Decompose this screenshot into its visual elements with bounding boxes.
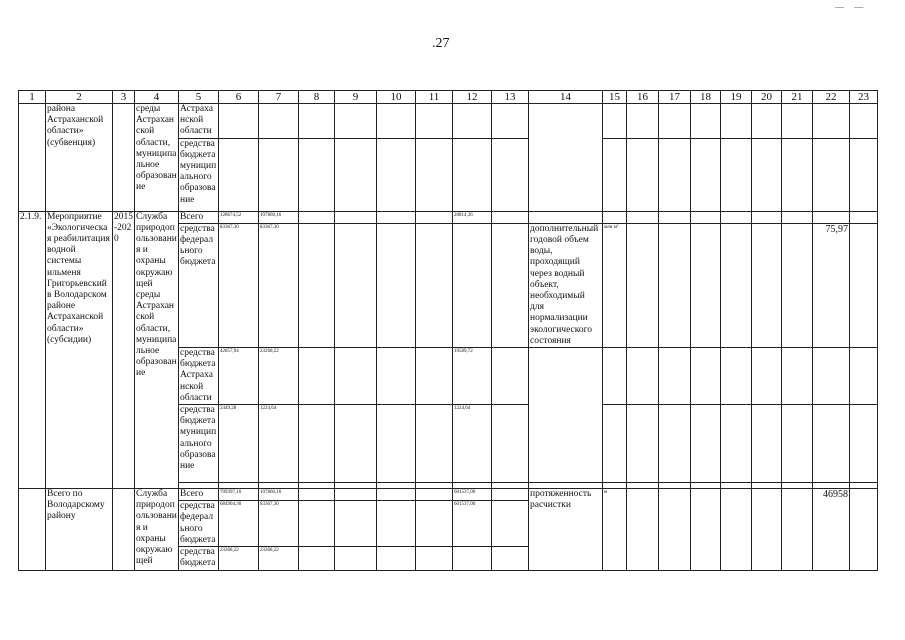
amount-cell: 128674,52 <box>219 211 259 223</box>
header-cell: 11 <box>416 91 453 104</box>
amount-cell <box>453 547 492 571</box>
item-name-cell: Мероприятие «Экологическая реабилитация водной системы ильменя Григорьевский в Володарском районе Астраханской области» (субсидии) <box>46 211 113 488</box>
table-row <box>19 489 878 501</box>
header-cell: 22 <box>813 91 850 104</box>
amount-cell: 1224,64 <box>453 405 492 483</box>
cont-years-cell <box>113 104 135 212</box>
item-number-cell: 2.1.9. <box>19 211 46 488</box>
total-years-cell <box>113 489 135 571</box>
total-unit-cell: м <box>603 489 627 571</box>
amount-cell: 107860,16 <box>259 211 299 223</box>
header-cell: 15 <box>603 91 627 104</box>
header-cell: 16 <box>627 91 659 104</box>
header-cell: 9 <box>335 91 377 104</box>
amount-cell: 83367,30 <box>219 223 259 347</box>
cont-indicator-cell <box>529 104 603 212</box>
header-cell: 14 <box>529 91 603 104</box>
header-cell: 4 <box>135 91 179 104</box>
header-cell: 5 <box>179 91 219 104</box>
scan-mark: — — <box>835 2 868 12</box>
total-name-cell: Всего по Володарскому району <box>46 489 113 571</box>
amount-cell: 23268,22 <box>219 547 259 571</box>
source-cell: средства бюджета муниципального образование <box>179 138 219 211</box>
header-cell: 18 <box>691 91 721 104</box>
cont-name-cell: района Астраханской области» (субвенция) <box>46 104 113 212</box>
amount-cell: 83367,30 <box>259 223 299 347</box>
source-cell: Всего <box>179 489 219 501</box>
amount-cell: 601537,00 <box>453 501 492 547</box>
header-cell: 1 <box>19 91 46 104</box>
cont-num-cell <box>19 104 46 212</box>
item-years-cell: 2015-2020 <box>113 211 135 488</box>
amount-cell: 20814,36 <box>453 211 492 223</box>
header-cell: 13 <box>492 91 529 104</box>
header-cell: 20 <box>752 91 782 104</box>
source-cell: Всего <box>179 211 219 223</box>
amount-cell: 19589,72 <box>453 348 492 405</box>
table-row <box>19 104 878 139</box>
amount-cell: 709397,16 <box>219 489 259 501</box>
header-cell: 12 <box>453 91 492 104</box>
header-cell: 19 <box>721 91 752 104</box>
target-cell: 75,97 <box>813 223 850 347</box>
source-cell: Астраханской области <box>179 104 219 139</box>
header-cell: 23 <box>850 91 878 104</box>
item-executor-cell: Служба природопользования и охраны окружающей среды Астраханской области, муниципальное образование <box>135 211 179 488</box>
unit-cell: млн м³ <box>603 223 627 347</box>
amount-cell: 1224,64 <box>259 405 299 483</box>
source-cell: средства бюджета Астраханской области <box>179 348 219 405</box>
source-cell: средства бюджета муниципального образование <box>179 405 219 483</box>
header-row <box>19 91 878 104</box>
header-cell: 7 <box>259 91 299 104</box>
header-cell: 3 <box>113 91 135 104</box>
header-cell: 6 <box>219 91 259 104</box>
amount-cell: 107860,16 <box>259 489 299 501</box>
header-cell: 21 <box>782 91 813 104</box>
total-indicator-cell: протяженность расчистки <box>529 489 603 571</box>
amount-cell: 601537,00 <box>453 489 492 501</box>
amount-cell: 684904,30 <box>219 501 259 547</box>
source-cell: средства федерального бюджета <box>179 223 219 347</box>
amount-cell: 83367,30 <box>259 501 299 547</box>
header-cell: 10 <box>377 91 416 104</box>
amount-cell: 23268,22 <box>259 547 299 571</box>
program-table <box>18 90 878 571</box>
header-cell: 2 <box>46 91 113 104</box>
cont-executor-cell: среды Астраханской области, муниципальное образование <box>135 104 179 212</box>
total-executor-cell: Служба природопользования и охраны окружающей <box>135 489 179 571</box>
source-cell: средства федерального бюджета <box>179 501 219 547</box>
amount-cell: 2449,28 <box>219 405 259 483</box>
page-number: .27 <box>432 36 450 51</box>
source-cell: средства бюджета <box>179 547 219 571</box>
table-row <box>19 211 878 223</box>
amount-cell <box>453 223 492 347</box>
total-target-cell: 46958 <box>813 489 850 571</box>
amount-cell: 42857,94 <box>219 348 259 405</box>
total-num-cell <box>19 489 46 571</box>
header-cell: 8 <box>299 91 335 104</box>
header-cell: 17 <box>659 91 691 104</box>
amount-cell: 23268,22 <box>259 348 299 405</box>
indicator-cell: дополнительный годовой объем воды, проходящий через водный объект, необходимый для нормализации экологического состояния <box>529 223 603 347</box>
